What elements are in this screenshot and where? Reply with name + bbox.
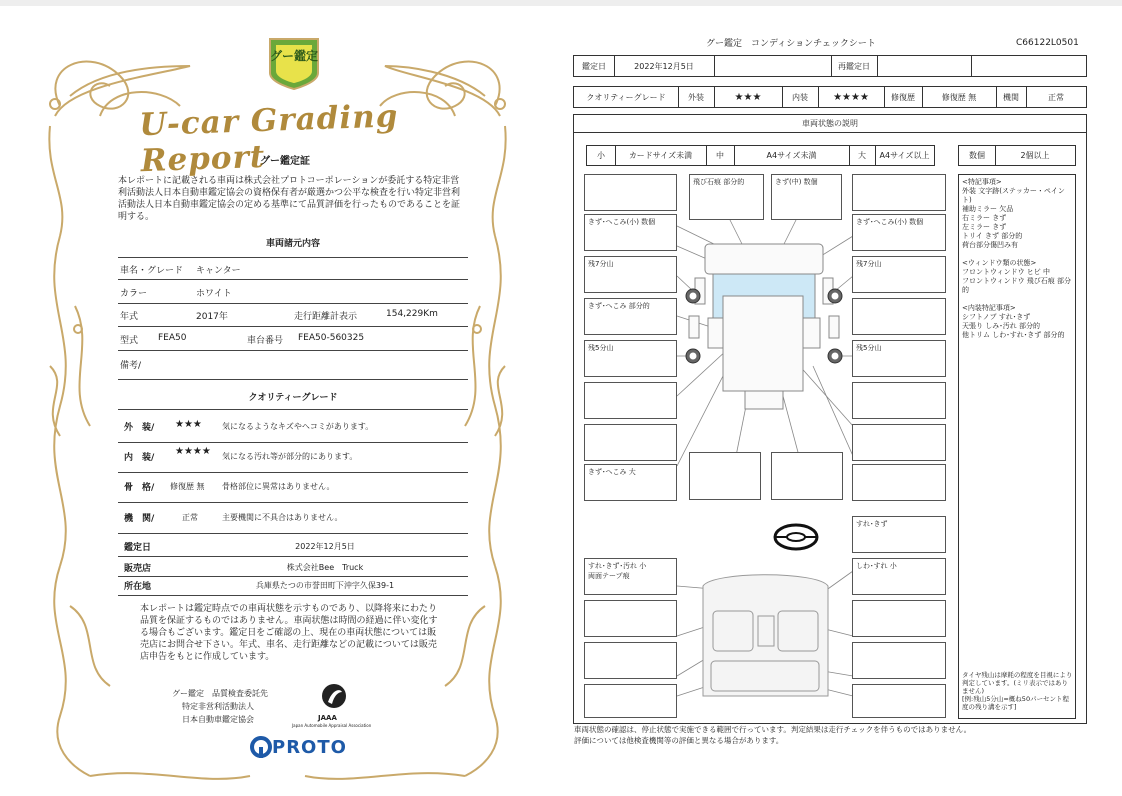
exterior-stars: ★★★ [175,419,202,430]
divider [118,279,468,280]
engine-label: 機 関/ [124,514,155,524]
damage-box-4 [852,174,946,211]
damage-box-29 [852,684,946,718]
legend-small: 小 [597,151,605,160]
disclaimer-text: 本レポートは鑑定時点での車両状態を示すものであり、以降将来にわたり品質を保証するものではありません。車両状態は時間の経過に伴い変化する場合もございます。鑑定日をご確認の上、現在の車両状態については販売店にお問合せ下さい。年式、車名、走行距離などの記載については販売店申告をもとに作成しています。 [140,604,438,662]
date-value: 2022年12月5日 [634,61,694,71]
date-row [573,55,1087,77]
spec-heading: 車両諸元内容 [265,239,320,249]
grade-heading: クオリティーグレード [248,393,338,403]
divider [118,595,468,596]
divider [118,556,468,557]
divider [118,350,468,351]
divider [118,576,468,577]
dealer-label: 販売店 [124,564,152,574]
grading-certificate [0,6,555,796]
engine-value: 正常 [182,513,198,522]
frame-label: 骨 格/ [124,483,155,493]
engine-value: 正常 [1048,92,1064,102]
damage-box-25 [852,600,946,637]
date-label: 鑑定日 [124,543,152,553]
damage-box-7: 残7分山 [584,256,677,293]
damage-box-27 [852,642,946,679]
special-notes: <特記事項> 外装 文字跡(ステッカー・ペイント) 補助ミラー 欠品 右ミラー きず 左ミラー きず トリイ きず 部分的 荷台部分傷凹み有 <ウィンドウ類の状態> フロントウィンドウ ヒビ 中 フロントウィンドウ 飛び石痕 部分的 <内装特記事項> シフトノブ すれ･きず 天張り しみ･汚れ 部分的 他トリム しわ･すれ･きず 部分的 [962,178,1072,339]
divider [118,303,468,304]
damage-box-2: 飛び石痕 部分的 [689,174,764,220]
damage-box-17: きず･へこみ 大 [584,464,677,501]
sheet-code: C66122L0501 [1016,38,1079,48]
damage-box-9: きず･へこみ 部分的 [584,298,677,335]
footer-line-1: 車両状態の確認は、停止状態で実施できる範囲で行っています。判定結果は走行チェックを伴うものではありません。 [574,725,972,734]
legend-large: 大 [858,151,866,160]
divider [118,442,468,443]
logo-text: グー鑑定 [269,49,318,63]
damage-box-3: きず(中) 数個 [771,174,842,220]
damage-box-18 [689,452,761,500]
proto-logo-icon [250,736,272,758]
damage-box-16 [852,424,946,461]
certificate-intro: 本レポートに記載される車両は株式会社プロトコーポレーションが委託する特定非営利活動法人日本自動車鑑定協会の資格保有者が厳選かつ公平な検査を行い特定非営利活動法人日本自動車鑑定協会の定める基準にて品質評価を行ったものであることを証明する。 [118,176,461,222]
tire-note: タイヤ残山は摩耗の程度を目視により判定しています。(ミリ表示ではありません) [例:残山5分山=概ね50パーセント程度の残り溝を示す] [962,671,1073,711]
location-value: 兵庫県たつの市誉田町下沖字久保39-1 [255,581,395,590]
sheet-title: グー鑑定 コンディションチェックシート [706,39,876,49]
damage-box-6: きず･へこみ(小) 数個 [852,214,946,251]
jaaa-logo-icon [314,682,354,714]
damage-box-14 [852,382,946,419]
damage-box-8: 残7分山 [852,256,946,293]
notes-panel [958,174,1076,719]
legend-small-desc: カードサイズ未満 [628,151,693,160]
condition-check-sheet [556,6,1122,796]
color-value: ホワイト [196,289,232,299]
engine-label: 機関 [1003,92,1019,102]
dealer-value: 株式会社Bee Truck [286,563,364,572]
footer-line-2: 評価については他検査機関等の評価と異なる場合があります。 [574,736,784,745]
remarks-label: 備考/ [120,361,142,371]
damage-box-12: 残5分山 [852,340,946,377]
year-label: 年式 [120,312,139,322]
count-label: 数個 [969,151,985,160]
divider [118,409,468,410]
size-legend [586,145,935,166]
script-title: U-car Grading Report [138,98,399,180]
model-value: FEA50 [158,333,187,343]
grade-label: クオリティーグレード [586,92,666,102]
divider [118,379,468,380]
reappraisal-value [877,56,971,76]
exterior-label: 外装 [688,92,704,102]
interior-stars: ★★★★ [833,91,869,103]
goo-appraisal-logo [266,33,322,91]
reappraisal-label: 再鑑定日 [838,61,870,71]
count-legend [958,145,1076,166]
divider [118,326,468,327]
damage-box-13 [584,382,677,419]
model-label: 型式 [120,336,139,346]
exterior-stars: ★★★ [734,91,762,103]
interior-label: 内装 [792,92,808,102]
name-value: キャンター [196,266,241,276]
divider [118,533,468,534]
engine-desc: 主要機関に不具合はありません。 [222,513,343,522]
interior-label: 内 装/ [124,453,155,463]
damage-box-15 [584,424,677,461]
damage-box-21: すれ･きず [852,516,946,553]
damage-box-26 [584,642,677,679]
jaaa-subtext: Japan Automobile Appraisal Association [292,723,372,728]
grade-row [573,86,1087,108]
name-label: 車名・グレード [120,266,184,276]
exterior-label: 外 装/ [124,423,155,433]
chassis-label: 車台番号 [247,336,284,346]
damage-box-28 [584,684,677,718]
jaaa-text: JAAA [318,714,337,722]
issuer-line-1: グー鑑定 品質検査委託先 [172,689,268,698]
frame-desc: 骨格部位に異常はありません。 [222,482,335,491]
chassis-value: FEA50-560325 [298,333,365,343]
issuer-line-2: 特定非営利活動法人 [182,702,254,711]
date-value: 2022年12月5日 [295,542,355,551]
interior-stars: ★★★★ [175,446,211,457]
color-label: カラー [120,289,148,299]
certificate-title: グー鑑定証 [260,156,310,167]
divider [118,472,468,473]
legend-large-desc: A4サイズ以上 [879,151,930,160]
repair-value: 修復歴 無 [941,92,977,102]
interior-desc: 気になる汚れ等が部分的にあります。 [222,452,358,461]
count-desc: 2個以上 [1020,151,1050,160]
damage-box-19 [771,452,843,500]
issuer-line-3: 日本自動車鑑定協会 [182,715,254,724]
date-label: 鑑定日 [582,61,606,71]
divider [118,257,468,258]
damage-box-20 [852,464,946,501]
mileage-label: 走行距離計表示 [294,312,358,322]
description-heading: 車両状態の説明 [574,115,1086,133]
damage-box-23: しわ･すれ 小 [852,558,946,595]
divider [118,502,468,503]
damage-box-10 [852,298,946,335]
exterior-desc: 気になるようなキズやヘコミがあります。 [222,422,374,431]
legend-mid-desc: A4サイズ未満 [766,151,817,160]
damage-box-1 [584,174,677,211]
damage-box-11: 残5分山 [584,340,677,377]
damage-box-24 [584,600,677,637]
proto-text: PROTO [272,737,347,758]
repair-label: 修復歴 [891,92,915,102]
steering-wheel-icon [772,522,820,552]
mileage-value: 154,229Km [386,309,438,319]
location-label: 所在地 [124,582,152,592]
legend-mid: 中 [716,151,724,160]
frame-value: 修復歴 無 [170,482,205,491]
damage-box-5: きず･へこみ(小) 数個 [584,214,677,251]
year-value: 2017年 [196,312,228,322]
damage-box-22: すれ･きず･汚れ 小 両面テープ痕 [584,558,677,595]
